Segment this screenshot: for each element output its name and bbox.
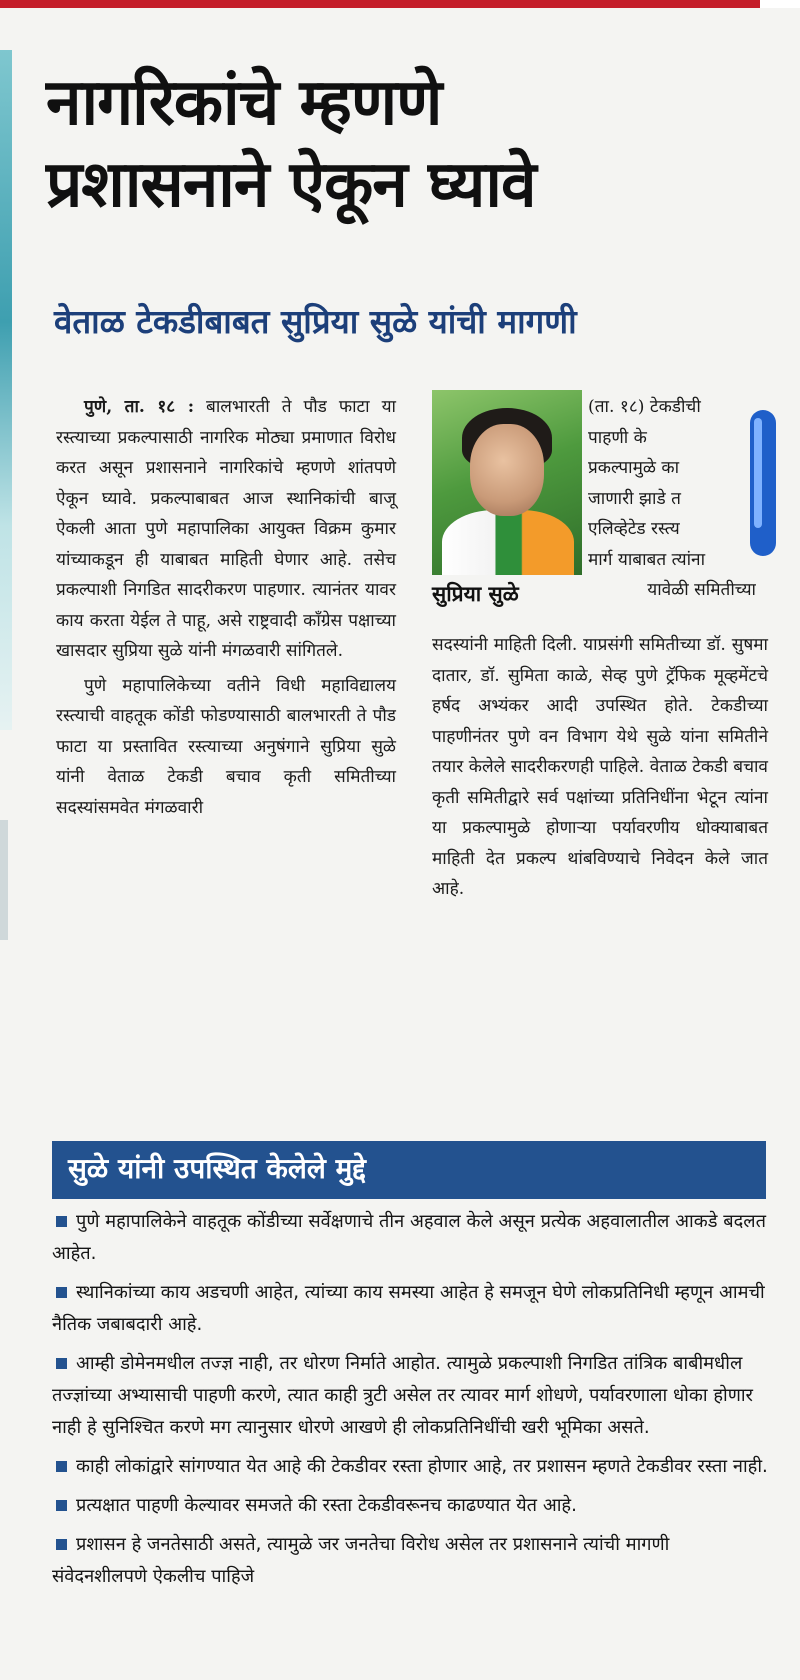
point-item [52, 1490, 768, 1522]
right-line-3: प्रकल्पामुळे का [588, 458, 680, 478]
square-bullet-icon [56, 1287, 67, 1298]
right-paragraph: सदस्यांनी माहिती दिली. याप्रसंगी समितीच्या डॉ. सुषमा दातार, डॉ. सुमिता काळे, सेव्ह पुणे ट्रॅफिक मूव्हमेंटचे हर्षद अभ्यंकर आदी उपस्थित होते. टेकडीच्या पाहणीनंतर पुणे वन विभाग येथे सुळे यांना समितीने तयार केलेले सादरीकरणही पाहिले. वेताळ टेकडी बचाव कृती समितीद्वारे सर्व पक्षांच्या प्रतिनिधींना भेटून त्यांना या प्रकल्पामुळे होणाऱ्या पर्यावरणीय धोक्याबाबत माहिती देत प्रकल्प थांबविण्याचे निवेदन केले जात आहे. [432, 635, 768, 899]
left-paragraph-2: पुणे महापालिकेच्या वतीने विधी महाविद्यालय रस्त्याची वाहतूक कोंडी फोडण्यासाठी बालभारती ते पौड फाटा या प्रस्तावित रस्त्याच्या अनुषंगाने सुप्रिया सुळे यांनी वेताळ टेकडी बचाव कृती समितीच्या सदस्यांसमवेत मंगळवारी [56, 675, 396, 818]
capsule-graphic-icon [742, 408, 784, 558]
point-item [52, 1206, 768, 1270]
points-list [52, 1206, 768, 1600]
headline [46, 62, 746, 226]
right-caption-line-2: यावेळी समितीच्या [647, 580, 756, 600]
point-item [52, 1277, 768, 1341]
point-text: आम्ही डोमेनमधील तज्ज्ञ नाही, तर धोरण निर्माते आहोत. त्यामुळे प्रकल्पाशी निगडित तांत्रिक बाबीमधील तज्ज्ञांच्या अभ्यासाची पाहणी करणे, त्यात काही त्रुटी असेल तर त्यावर मार्ग शोधणे, पर्यावरणाला धोका होणार नाही हे सुनिश्चित करणे मग त्यानुसार धोरणे आखणे ही लोकप्रतिनिधींची खरी भूमिका असते. [52, 1353, 753, 1438]
point-text: प्रशासन हे जनतेसाठी असते, त्यामुळे जर जनतेचा विरोध असेल तर प्रशासनाने त्यांची मागणी संवेदनशीलपणे ऐकलीच पाहिजे [52, 1534, 670, 1587]
point-text: प्रत्यक्षात पाहणी केल्यावर समजते की रस्ता टेकडीवरूनच काढण्यात येत आहे. [76, 1495, 577, 1516]
point-text: स्थानिकांच्या काय अडचणी आहेत, त्यांच्या काय समस्या आहेत हे समजून घेणे लोकप्रतिनिधी म्हणून आमची नैतिक जबाबदारी आहे. [52, 1282, 765, 1335]
right-line-2: पाहणी के [588, 427, 647, 448]
photo-caption: सुप्रिया सुळे [432, 582, 519, 606]
right-caption-line-1: मार्ग याबाबत त्यांना [588, 549, 706, 570]
top-rule-gap [760, 0, 800, 8]
square-bullet-icon [56, 1539, 67, 1550]
point-item [52, 1348, 768, 1444]
point-text: काही लोकांद्वारे सांगण्यात येत आहे की टेकडीवर रस्ता होणार आहे, तर प्रशासन म्हणते टेकडीवर रस्ता नाही. [76, 1456, 768, 1477]
points-box-header [52, 1141, 766, 1199]
square-bullet-icon [56, 1461, 67, 1472]
right-line-4: जाणारी झाडे त [588, 488, 681, 509]
adjacent-page-edge-lower [0, 820, 8, 940]
right-column [432, 630, 768, 909]
left-paragraph-1-text: बालभारती ते पौड फाटा या रस्त्याच्या प्रकल्पासाठी नागरिक मोठ्या प्रमाणात विरोध करत असून प्रशासनाने नागरिकांचे म्हणणे शांतपणे ऐकून घ्यावे. प्रकल्पाबाबत आज स्थानिकांची बाजू ऐकली आता पुणे महापालिका आयुक्त विक्रम कुमार यांच्याकडून ही याबाबत माहिती घेणार आहे. तसेच प्रकल्पाशी निगडित सादरीकरण पाहणार. त्यानंतर यावर काय करता येईल ते पाहू, असे राष्ट्रवादी काँग्रेस पक्षाच्या खासदार सुप्रिया सुळे यांनी मंगळवारी सांगितले. [56, 397, 397, 661]
point-item [52, 1529, 768, 1593]
point-item [52, 1451, 768, 1483]
points-box-title: सुळे यांनी उपस्थित केलेले मुद्दे [68, 1152, 366, 1185]
right-line-5: एलिव्हेटेड रस्त्य [588, 519, 680, 539]
right-line-1: (ता. १८) टेकडीची [588, 397, 701, 417]
right-column-beside-photo [588, 392, 756, 606]
headline-line-2: प्रशासनाने ऐकून घ्यावे [46, 148, 536, 222]
left-column [56, 392, 396, 827]
left-paragraph-1 [56, 392, 396, 667]
portrait-shoulders [442, 510, 574, 575]
point-text: पुणे महापालिकेने वाहतूक कोंडीच्या सर्वेक्षणाचे तीन अहवाल केले असून प्रत्येक अहवालातील आकडे बदलत आहेत. [52, 1211, 766, 1264]
portrait-face [470, 424, 544, 516]
subheadline: वेताळ टेकडीबाबत सुप्रिया सुळे यांची मागणी [54, 302, 577, 341]
top-red-rule [0, 0, 760, 8]
adjacent-page-edge [0, 50, 12, 730]
headline-line-1: नागरिकांचे म्हणणे [46, 66, 442, 140]
square-bullet-icon [56, 1358, 67, 1369]
dateline: पुणे, ता. १८ : [84, 397, 195, 417]
portrait-photo [432, 390, 582, 575]
square-bullet-icon [56, 1500, 67, 1511]
square-bullet-icon [56, 1216, 67, 1227]
